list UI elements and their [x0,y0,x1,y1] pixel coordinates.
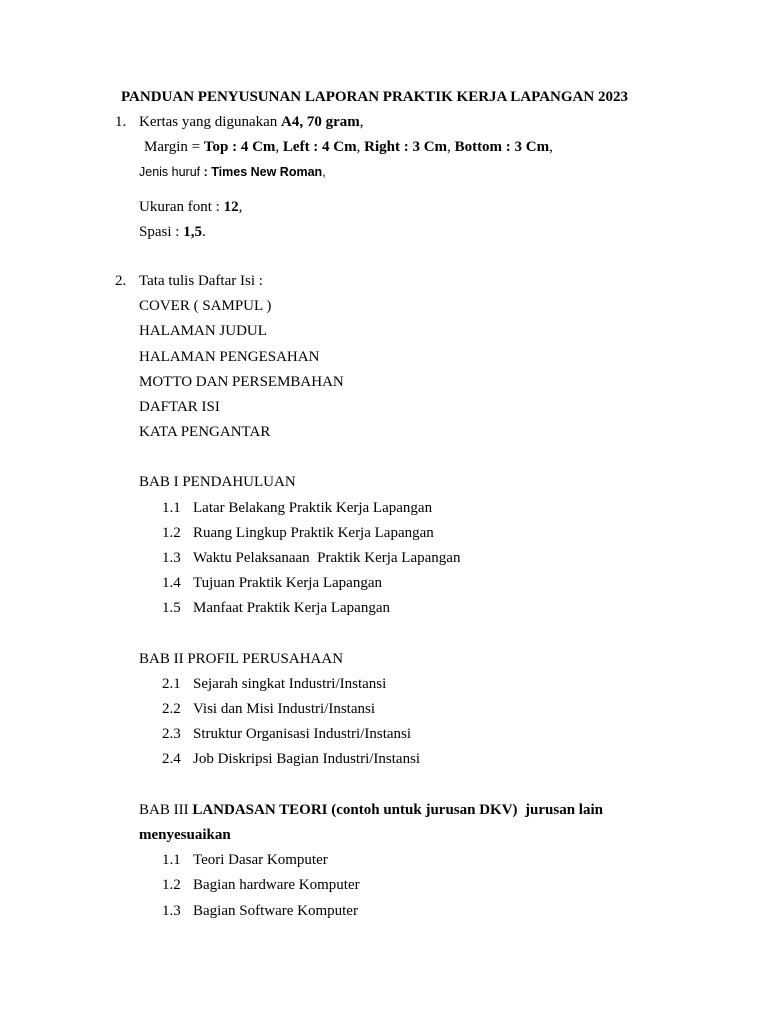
paper-value: A4, 70 gram [281,114,360,130]
subchapter-title: Visi dan Misi Industri/Instansi [193,701,376,717]
subchapter-number: 1.2 [162,877,181,893]
margin-label: Margin = [144,139,204,155]
section-1-number: 1. [115,114,127,130]
subchapter-number: 2.4 [162,751,181,767]
margin-left-value: Left : 4 Cm [282,139,357,155]
subchapter-title: Struktur Organisasi Industri/Instansi [193,726,412,742]
margin-right-value: Right : 3 Cm [364,139,448,155]
spacing-value: 1,5 [183,224,202,240]
spacing-line [139,223,206,241]
margin-top-value: Top : 4 Cm [203,139,276,155]
paper-end: , [359,114,364,130]
margin-end: , [549,139,553,155]
toc-item: HALAMAN PENGESAHAN [139,349,320,365]
toc-item: MOTTO DAN PERSEMBAHAN [139,374,344,390]
margin-line [144,138,553,156]
spacing-label: Spasi : [139,224,184,240]
size-label: Ukuran font : [139,199,224,215]
spacing-end: . [201,224,206,240]
subchapter-number: 1.2 [162,525,181,541]
size-value: 12 [223,199,239,215]
chapter-title-bold: LANDASAN TEORI (contoh untuk jurusan DKV) jurusan lain [192,802,603,818]
margin-separator: , [447,139,455,155]
subchapter-number: 2.3 [162,726,181,742]
subchapter-title: Job Diskripsi Bagian Industri/Instansi [193,751,421,767]
chapter-title [139,801,603,819]
subchapter-number: 1.4 [162,575,181,591]
paper-label: Kertas yang digunakan [139,114,282,130]
subchapter-title: Teori Dasar Komputer [193,852,328,868]
margin-separator: , [275,139,283,155]
subchapter-title: Sejarah singkat Industri/Instansi [193,676,387,692]
subchapter-number: 1.1 [162,500,181,516]
subchapter-number: 2.2 [162,701,181,717]
font-label: Jenis huruf [139,165,204,179]
subchapter-number: 1.3 [162,903,181,919]
margin-separator: , [356,139,365,155]
margin-bottom-value: Bottom : 3 Cm [454,139,550,155]
subchapter-title: Manfaat Praktik Kerja Lapangan [193,600,390,616]
subchapter-title: Tujuan Praktik Kerja Lapangan [193,575,382,591]
subchapter-number: 2.1 [162,676,181,692]
font-value: : Times New Roman [203,165,323,179]
subchapter-number: 1.1 [162,852,181,868]
section-2-heading: Tata tulis Daftar Isi : [139,273,263,289]
toc-item: DAFTAR ISI [139,399,220,415]
chapter-title-continued: menyesuaikan [139,827,231,843]
toc-item: HALAMAN JUDUL [139,323,267,339]
toc-item: KATA PENGANTAR [139,424,271,440]
subchapter-title: Bagian hardware Komputer [193,877,360,893]
document-title: PANDUAN PENYUSUNAN LAPORAN PRAKTIK KERJA LAPANGAN 2023 [121,89,628,105]
subchapter-title: Bagian Software Komputer [193,903,358,919]
font-end: , [322,165,326,179]
size-end: , [238,199,243,215]
size-line [139,198,242,216]
subchapter-number: 1.3 [162,550,181,566]
paper-line [139,113,364,131]
subchapter-title: Waktu Pelaksanaan Praktik Kerja Lapangan [193,550,461,566]
chapter-title: BAB I PENDAHULUAN [139,474,296,490]
chapter-title-plain: BAB III [139,802,193,818]
font-line [139,163,326,181]
subchapter-title: Ruang Lingkup Praktik Kerja Lapangan [193,525,434,541]
section-2-number: 2. [115,273,127,289]
subchapter-number: 1.5 [162,600,181,616]
subchapter-title: Latar Belakang Praktik Kerja Lapangan [193,500,433,516]
chapter-title: BAB II PROFIL PERUSAHAAN [139,651,344,667]
toc-item: COVER ( SAMPUL ) [139,298,272,314]
